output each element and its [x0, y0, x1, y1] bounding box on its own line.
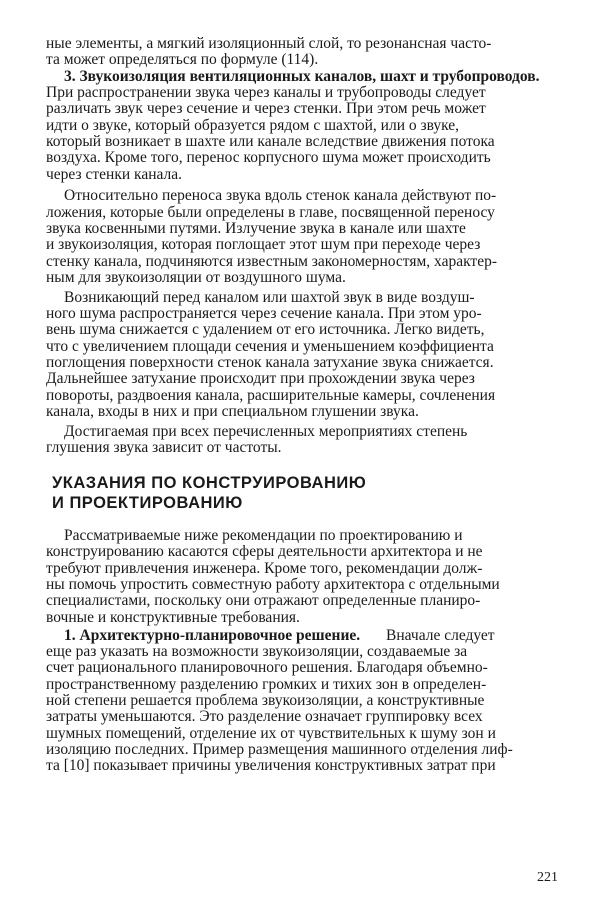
text-line: затраты уменьшаются. Это разделение означает группировку всех	[46, 708, 483, 726]
text-line: специалистами, поскольку они отражают определенные планиро-	[46, 592, 481, 610]
text-line: счет рационального планировочного решения. Благодаря объемно-	[46, 659, 488, 677]
text-line: глушения звука зависит от частоты.	[46, 439, 282, 457]
text-line: ным для звукоизоляции от воздушного шума.	[46, 268, 346, 286]
item-1-rest: Вначале следует	[386, 626, 495, 644]
text-line: изоляцию последних. Пример размещения машинного отделения лиф-	[46, 741, 513, 759]
text-line: Относительно переноса звука вдоль стенок канала действуют по-	[64, 187, 497, 205]
text-line: ной степени решается проблема звукоизоляции, а конструктивные	[46, 692, 485, 710]
text-line: Достигаемая при всех перечисленных мероприятиях степень	[64, 422, 468, 440]
text-line: через стенки канала.	[46, 165, 182, 183]
text-line: вень шума снижается с удалением от его источника. Легко видеть,	[46, 321, 485, 339]
page-number: 221	[537, 870, 558, 885]
text-line: стенку канала, подчиняются известным закономерностям, характер-	[46, 252, 497, 270]
section-3-title: 3. Звукоизоляция вентиляционных каналов, шахт и трубопроводов.	[64, 67, 540, 85]
text-line: ложения, которые были определены в главе, посвященной переносу	[46, 203, 495, 221]
text-line: канала, входы в них и при специальном глушении звука.	[46, 403, 419, 421]
text-line: Рассматриваемые ниже рекомендации по проектированию и	[64, 526, 463, 544]
text-line: что с увеличением площади сечения и уменьшением коэффициента	[46, 337, 494, 355]
item-1-title: 1. Архитектурно-планировочное решение.	[64, 626, 361, 644]
text-line: повороты, раздвоения канала, расширительные камеры, сочленения	[46, 386, 496, 404]
text-line: поглощения поверхности стенок канала затухание звука снижается.	[46, 354, 494, 372]
text-line: Возникающий перед каналом или шахтой звук в виде воздуш-	[64, 288, 475, 306]
text-line: звука косвенными путями. Излучение звука в канале или шахте	[46, 219, 466, 237]
text-line: различать звук через сечение и через стенки. При этом речь может	[46, 100, 486, 118]
text-line: еще раз указать на возможности звукоизоляции, создаваемые за	[46, 643, 468, 661]
text-line: шумных помещений, отделение их от чувствительных к шуму зон и	[46, 724, 496, 742]
text-line: ного шума распространяется через сечение канала. При этом уро-	[46, 305, 482, 323]
text-line: та [10] показывает причины увеличения конструктивных затрат при	[46, 757, 496, 775]
text-line: ные элементы, а мягкий изоляционный слой, то резонансная часто-	[46, 35, 492, 52]
text-line: воздуха. Кроме того, перенос корпусного шума может происходить	[46, 149, 491, 167]
text-line: который возникает в шахте или канале вследствие движения потока	[46, 133, 495, 151]
text-line: и звукоизоляция, которая поглощает этот шум при переходе через	[46, 236, 481, 254]
text-line: ны помочь упростить совместную работу архитектора с отдельными	[46, 575, 500, 593]
text-line: При распространении звука через каналы и трубопроводы следует	[46, 84, 486, 102]
section-heading: УКАЗАНИЯ ПО КОНСТРУИРОВАНИЮ	[52, 473, 367, 492]
text-line: конструированию касаются сферы деятельности архитектора и не	[46, 543, 483, 561]
text-line: требуют привлечения инженера. Кроме того, рекомендации долж-	[46, 559, 483, 577]
text-line: та может определяться по формуле (114).	[46, 51, 319, 69]
section-heading: И ПРОЕКТИРОВАНИЮ	[52, 493, 243, 512]
text-line: идти о звуке, который образуется рядом с шахтой, или о звуке,	[46, 116, 460, 134]
text-line: Дальнейшее затухание происходит при прохождении звука через	[46, 370, 475, 388]
text-line: вочные и конструктивные требования.	[46, 608, 300, 626]
text-line: пространственному разделению громких и тихих зон в определен-	[46, 675, 487, 693]
